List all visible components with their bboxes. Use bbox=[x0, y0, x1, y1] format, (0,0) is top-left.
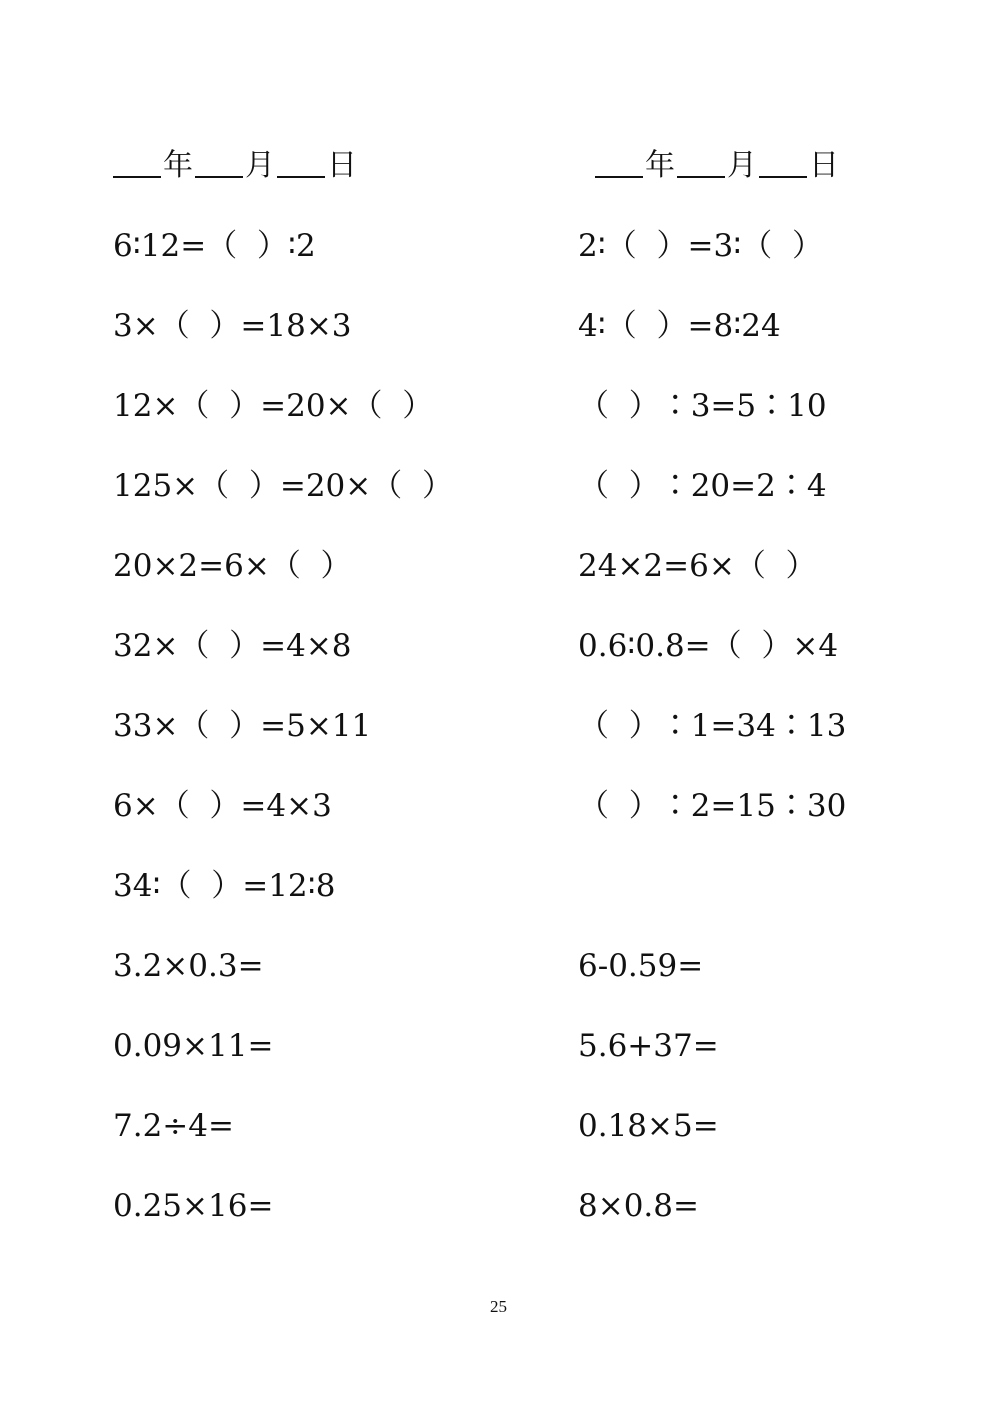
problem-item: （ ）∶3=5∶10 bbox=[578, 388, 827, 424]
year-blank bbox=[595, 174, 643, 178]
problem-item: 33×（ ）=5×11 bbox=[113, 708, 372, 744]
problem-item: 7.2÷4= bbox=[113, 1108, 234, 1144]
problem-item: 34∶（ ）=12∶8 bbox=[113, 868, 336, 904]
problem-item: 0.25×16= bbox=[113, 1188, 274, 1224]
date-header-left bbox=[113, 146, 359, 186]
month-label: 月 bbox=[727, 148, 757, 183]
problem-item: 0.09×11= bbox=[113, 1028, 274, 1064]
problem-item: 6-0.59= bbox=[578, 948, 704, 984]
month-blank bbox=[677, 174, 725, 178]
day-blank bbox=[277, 174, 325, 178]
problem-item: 24×2=6×（ ） bbox=[578, 548, 817, 584]
problem-item: （ ）∶2=15∶30 bbox=[578, 788, 847, 824]
month-label: 月 bbox=[245, 148, 275, 183]
day-label: 日 bbox=[809, 148, 839, 183]
problem-item: 4∶（ ）=8∶24 bbox=[578, 308, 781, 344]
problem-item: 3×（ ）=18×3 bbox=[113, 308, 352, 344]
day-blank bbox=[759, 174, 807, 178]
year-label: 年 bbox=[645, 148, 675, 183]
year-blank bbox=[113, 174, 161, 178]
problem-item: 0.18×5= bbox=[578, 1108, 719, 1144]
date-header-right bbox=[595, 146, 841, 186]
year-label: 年 bbox=[163, 148, 193, 183]
problem-item: 0.6∶0.8=（ ）×4 bbox=[578, 628, 839, 664]
problem-item: 32×（ ）=4×8 bbox=[113, 628, 352, 664]
problem-item: 20×2=6×（ ） bbox=[113, 548, 352, 584]
problem-item: 8×0.8= bbox=[578, 1188, 699, 1224]
day-label: 日 bbox=[327, 148, 357, 183]
problem-item: 2∶（ ）=3∶（ ） bbox=[578, 228, 823, 264]
problem-item: （ ）∶20=2∶4 bbox=[578, 468, 827, 504]
problem-item: 5.6+37= bbox=[578, 1028, 719, 1064]
problem-item: 6×（ ）=4×3 bbox=[113, 788, 332, 824]
problem-item: 12×（ ）=20×（ ） bbox=[113, 388, 434, 424]
problem-item: 6∶12=（ ）∶2 bbox=[113, 228, 316, 264]
problem-item: 3.2×0.3= bbox=[113, 948, 264, 984]
problem-item: 125×（ ）=20×（ ） bbox=[113, 468, 453, 504]
page-number: 25 bbox=[490, 1297, 507, 1316]
problem-item: （ ）∶1=34∶13 bbox=[578, 708, 847, 744]
month-blank bbox=[195, 174, 243, 178]
